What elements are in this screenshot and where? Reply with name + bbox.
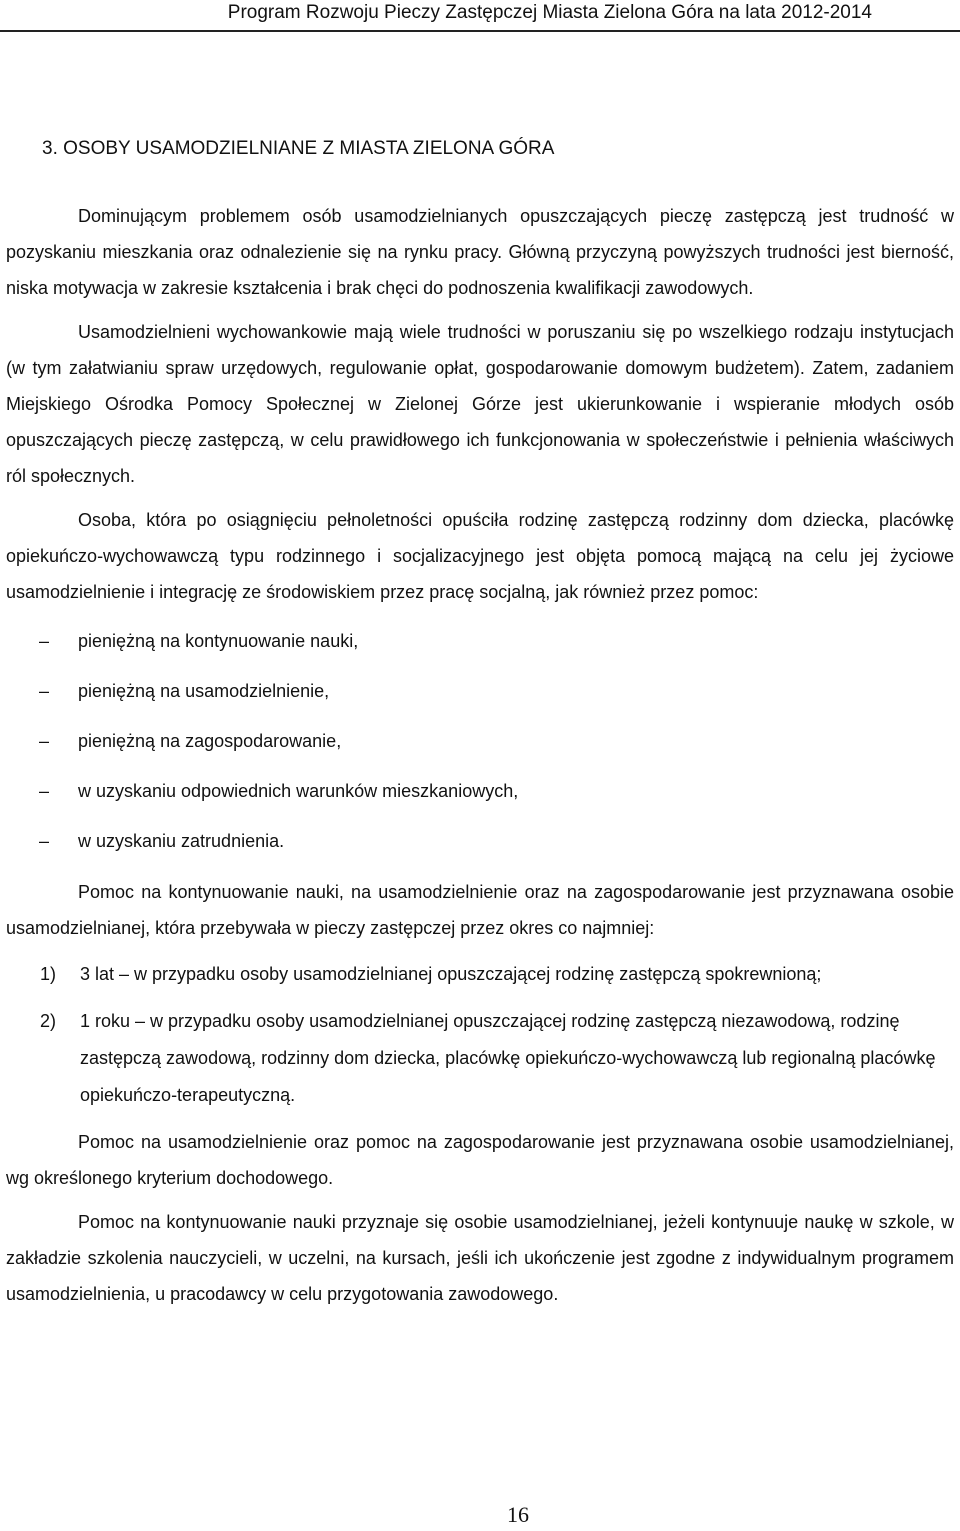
header-title: Program Rozwoju Pieczy Zastępczej Miasta Zielona Góra na lata 2012-2014 — [227, 2, 872, 23]
numbered-item — [6, 1003, 954, 1114]
page-header — [0, 0, 960, 34]
paragraph-5: Pomoc na usamodzielnienie oraz pomoc na zagospodarowanie jest przyznawana osobie usamodzielnianej, wg określonego kryterium dochodowego. — [6, 1132, 954, 1188]
list-item-text: pieniężną na usamodzielnienie, — [78, 681, 330, 701]
dash-marker: – — [39, 681, 50, 701]
dash-marker: – — [39, 631, 50, 651]
number-marker: 1) — [40, 964, 57, 984]
list-item-text: w uzyskaniu zatrudnienia. — [78, 831, 285, 851]
paragraph-1: Dominującym problemem osób usamodzielnianych opuszczających pieczę zastępczą jest trudność w pozyskaniu mieszkania oraz odnalezienie się na rynku pracy. Główną przyczyną powyższych trudności jest bierność, niska motywacja w zakresie kształcenia i brak chęci do podnoszenia kwalifikacji zawodowych. — [6, 206, 954, 298]
dash-marker: – — [39, 831, 50, 851]
dash-marker: – — [39, 781, 50, 801]
list-item — [6, 766, 954, 816]
numbered-item-text: 3 lat – w przypadku osoby usamodzielnianej opuszczającej rodzinę zastępczą spokrewnioną; — [80, 964, 822, 984]
paragraph-6: Pomoc na kontynuowanie nauki przyznaje się osobie usamodzielnianej, jeżeli kontynuuje naukę w szkole, w zakładzie szkolenia nauczycieli, w uczelni, na kursach, jeśli ich ukończenie jest zgodne z indywidualnym programem usamodzielnienia, u pracodawcy w celu przygotowania zawodowego. — [6, 1212, 954, 1304]
dash-marker: – — [39, 731, 50, 751]
number-marker: 2) — [40, 1011, 57, 1031]
list-item — [6, 616, 954, 666]
paragraph-3: Osoba, która po osiągnięciu pełnoletności opuściła rodzinę zastępczą rodzinny dom dziecka, placówkę opiekuńczo-wychowawczą typu rodzinnego i socjalizacyjnego jest objęta pomocą mającą na celu jej życiowe usamodzielnienie i integrację ze środowiskiem przez pracę socjalną, jak również przez pomoc: — [6, 510, 954, 602]
assistance-list — [6, 616, 954, 866]
paragraph-4: Pomoc na kontynuowanie nauki, na usamodzielnienie oraz na zagospodarowanie jest przyznawana osobie usamodzielnianej, która przebywała w pieczy zastępczej przez okres co najmniej: — [6, 882, 954, 938]
list-item — [6, 666, 954, 716]
numbered-item-text: 1 roku – w przypadku osoby usamodzielnianej opuszczającej rodzinę zastępczą niezawodową, rodzinę zastępczą zawodową, rodzinny dom dziecka, placówkę opiekuńczo-wychowawczą lub regionalną placówkę opiekuńczo-terapeutyczną. — [80, 1011, 936, 1105]
page-number: 16 — [507, 1502, 529, 1527]
section-title: 3. OSOBY USAMODZIELNIANE Z MIASTA ZIELONA GÓRA — [42, 138, 555, 159]
numbered-item — [6, 956, 954, 993]
list-item — [6, 816, 954, 866]
duration-list — [6, 956, 954, 1114]
list-item-text: pieniężną na kontynuowanie nauki, — [78, 631, 359, 651]
list-item-text: w uzyskaniu odpowiednich warunków mieszkaniowych, — [78, 781, 519, 801]
document-body — [6, 136, 954, 1312]
header-divider — [0, 30, 960, 32]
paragraph-2: Usamodzielnieni wychowankowie mają wiele trudności w poruszaniu się po wszelkiego rodzaju instytucjach (w tym załatwianiu spraw urzędowych, regulowanie opłat, gospodarowanie domowym budżetem). Zatem, zadaniem Miejskiego Ośrodka Pomocy Społecznej w Zielonej Górze jest ukierunkowanie i wspieranie młodych osób opuszczających pieczę zastępczą, w celu prawidłowego ich funkcjonowania w społeczeństwie i pełnienia właściwych ról społecznych. — [6, 322, 954, 486]
list-item — [6, 716, 954, 766]
list-item-text: pieniężną na zagospodarowanie, — [78, 731, 342, 751]
